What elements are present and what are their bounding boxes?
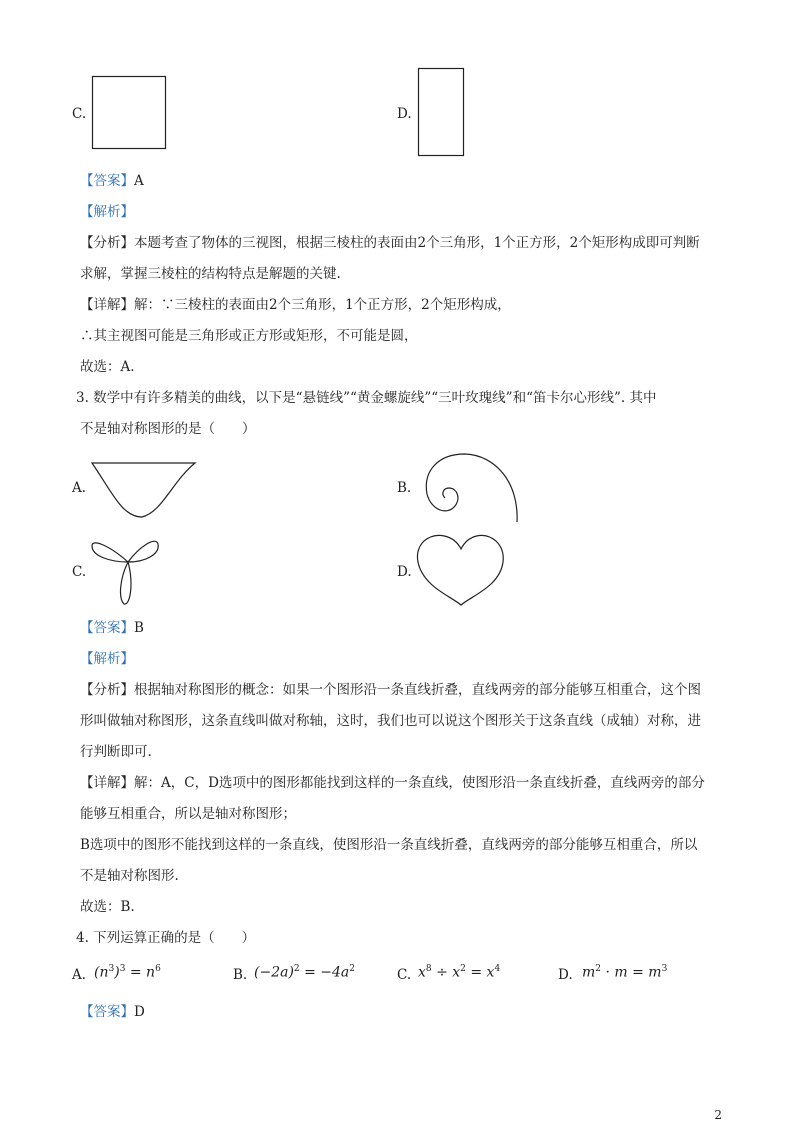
q3-answer-line (80, 618, 144, 638)
q2-jiexi-tag: 【解析】 (80, 204, 134, 220)
answer-value: B (134, 620, 144, 636)
q2-detail-line1 (80, 295, 511, 315)
page-number: 2 (714, 1108, 722, 1122)
q3-stem-line1: 3. 数学中有许多精美的曲线，以下是“悬链线”“黄金螺旋线”“三叶玫瑰线”和“笛卡尔心形线”. 其中 (76, 390, 657, 406)
q4-option-a-label: A. (72, 967, 87, 983)
q4-option-c-expr: $x^8 \div x^2 = x^4$ (418, 964, 501, 981)
analysis-text: 根据轴对称图形的概念：如果一个图形沿一条直线折叠，直线两旁的部分能够互相重合，这个图 (134, 682, 701, 698)
q3-detail-line5: 故选：B. (80, 899, 135, 915)
q4-option-c-label: C. (397, 967, 412, 983)
q3-analysis-line3: 行判断即可. (80, 744, 152, 760)
cardioid-heart-curve (416, 533, 506, 607)
q4-option-d-label: D. (558, 967, 573, 983)
golden-spiral-curve (415, 452, 523, 524)
q4-option-b-expr: $(-2a)^2 = -4a^2$ (254, 964, 356, 981)
detail-tag: 【详解】 (80, 297, 134, 313)
q4-option-d-expr: $m^2 \cdot m = m^3$ (582, 964, 668, 981)
answer-value: D (134, 1004, 145, 1020)
q3-detail-line4: 不是轴对称图形. (80, 868, 179, 884)
q3-detail-line3: B选项中的图形不能找到这样的一条直线，使图形沿一条直线折叠，直线两旁的部分能够互相重合，所以 (80, 837, 698, 853)
q4-answer-line (80, 1002, 145, 1022)
q4-stem: 4. 下列运算正确的是（ ） (76, 930, 256, 946)
q3-analysis-line2: 形叫做轴对称图形，这条直线叫做对称轴，这时，我们也可以说这个图形关于这条直线（成轴）对称，进 (80, 713, 701, 729)
answer-tag: 【答案】 (80, 1004, 134, 1020)
q4-option-b-label: B. (233, 967, 248, 983)
option-c-label: C. (72, 106, 87, 122)
q3-option-b-label: B. (397, 480, 412, 496)
analysis-tag: 【分析】 (80, 682, 134, 698)
q2-analysis-line1 (80, 233, 700, 253)
option-d-label: D. (397, 106, 412, 122)
detail-tag: 【详解】 (80, 775, 134, 791)
q3-analysis-line1 (80, 680, 701, 700)
q2-analysis-line2: 求解，掌握三棱柱的结构特点是解题的关键. (80, 266, 341, 282)
detail-text: 解：A，C，D选项中的图形都能找到这样的一条直线，使图形沿一条直线折叠，直线两旁的部分 (134, 775, 705, 791)
q3-jiexi-tag: 【解析】 (80, 651, 134, 667)
square-figure (92, 76, 166, 149)
q2-detail-line3: 故选：A. (80, 359, 135, 375)
q4-option-a-expr: $(n^3)^3 = n^6$ (94, 964, 161, 981)
q3-detail-line2: 能够互相重合，所以是轴对称图形； (80, 806, 296, 822)
answer-value: A (134, 173, 144, 189)
analysis-text: 本题考查了物体的三视图，根据三棱柱的表面由2个三角形，1个正方形，2个矩形构成即可判断 (134, 235, 700, 251)
three-leaf-rose-curve (90, 528, 162, 608)
catenary-curve (92, 462, 196, 520)
q3-option-a-label: A. (72, 480, 87, 496)
detail-text: 解：∵三棱柱的表面由2个三角形，1个正方形，2个矩形构成， (134, 297, 511, 313)
q2-detail-line2: ∴其主视图可能是三角形或正方形或矩形，不可能是圆， (80, 328, 418, 344)
q3-option-c-label: C. (72, 564, 87, 580)
analysis-tag: 【分析】 (80, 235, 134, 251)
rectangle-figure (418, 68, 464, 156)
q3-detail-line1 (80, 773, 705, 793)
answer-tag: 【答案】 (80, 173, 134, 189)
q3-stem-line2: 不是轴对称图形的是（ ） (80, 421, 256, 437)
q3-option-d-label: D. (397, 564, 412, 580)
answer-tag: 【答案】 (80, 620, 134, 636)
q2-answer-line (80, 171, 144, 191)
